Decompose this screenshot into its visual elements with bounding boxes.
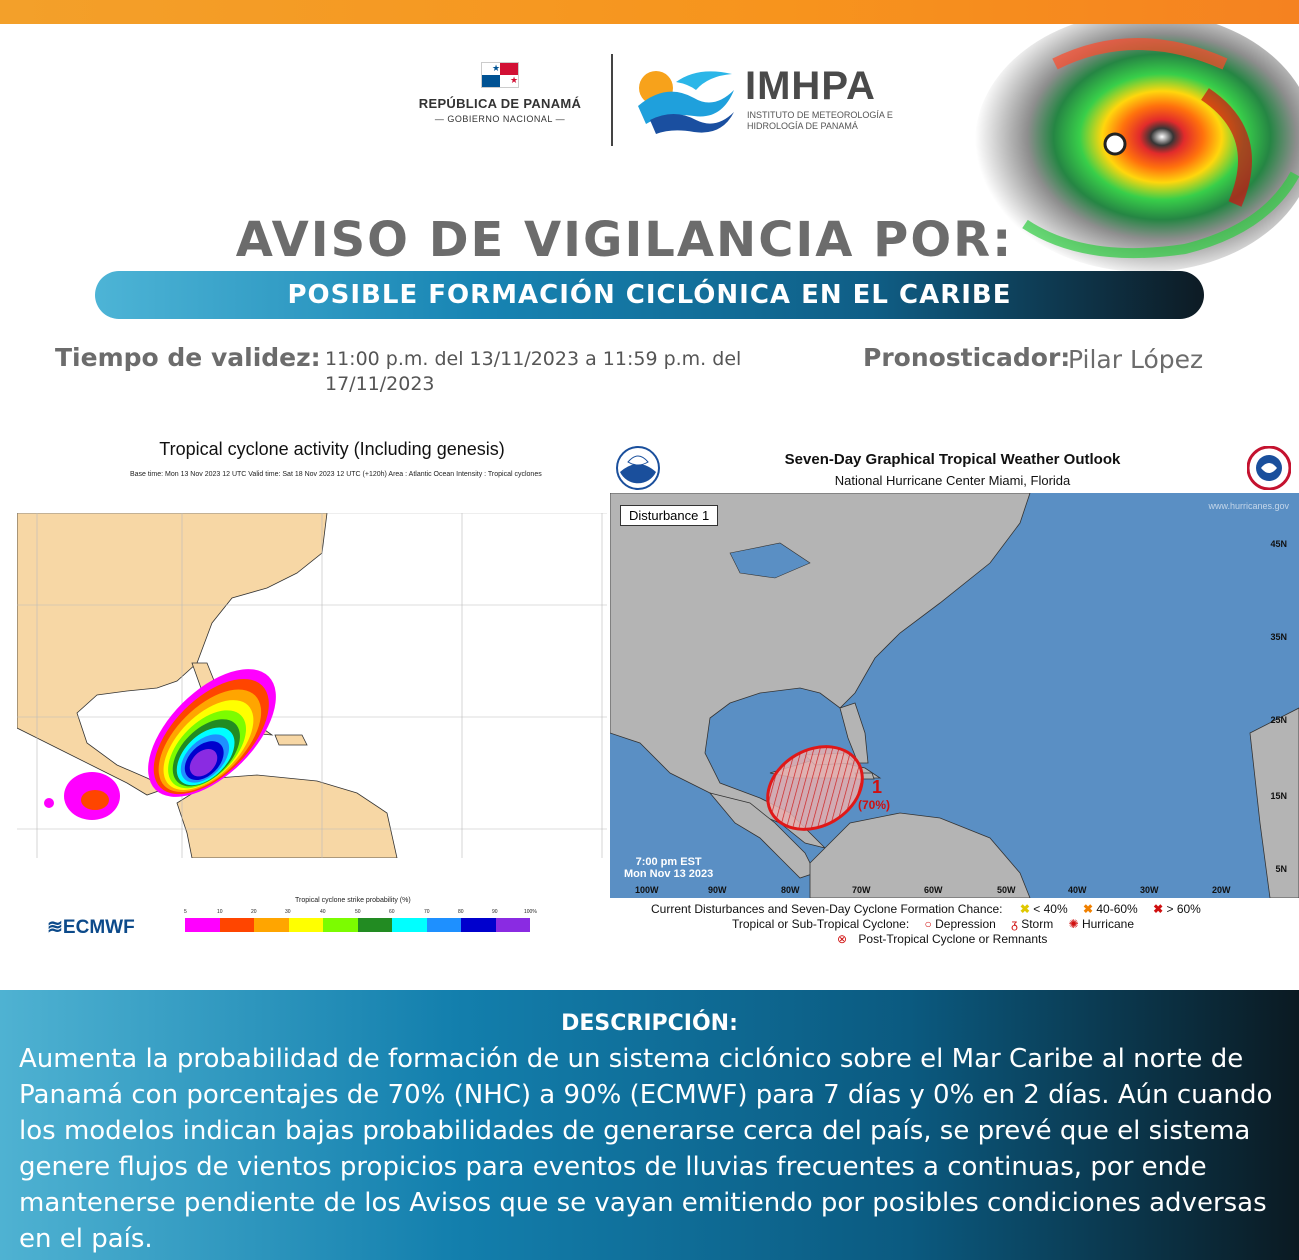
- nhc-outlook-map: [610, 493, 1299, 898]
- lon-label: 50W: [997, 885, 1016, 895]
- forecaster-label: Pronosticador:: [863, 343, 1071, 372]
- imhpa-logo-icon: [636, 62, 736, 134]
- legend-row-disturbances: [651, 902, 1201, 916]
- ecmwf-logo-icon: ≋: [47, 917, 63, 938]
- lon-label: 40W: [1068, 885, 1087, 895]
- lon-label: 60W: [924, 885, 943, 895]
- validity-label: Tiempo de validez:: [55, 343, 321, 372]
- legend-depression: Depression: [935, 917, 996, 931]
- lon-label: 80W: [781, 885, 800, 895]
- legend-disturbances-label: Current Disturbances and Seven-Day Cyclone Formation Chance:: [651, 902, 1003, 916]
- legend-row-post-tropical: [837, 932, 1047, 946]
- legend-row-cyclones: [732, 917, 1134, 931]
- lon-label: 30W: [1140, 885, 1159, 895]
- disturbance-chance: (70%): [858, 798, 891, 812]
- government-logo: [405, 62, 595, 124]
- timestamp-time: 7:00 pm EST: [635, 856, 702, 868]
- forecaster-value: Pilar López: [1068, 345, 1204, 374]
- legend-tick: 30: [285, 909, 291, 915]
- legend-tick: 80: [458, 909, 464, 915]
- legend-swatch: [358, 918, 393, 932]
- panama-flag-icon: ★ ★: [481, 62, 519, 88]
- lon-label: 20W: [1212, 885, 1231, 895]
- alert-banner: [95, 271, 1204, 319]
- legend-mid: 40-60%: [1096, 902, 1138, 916]
- legend-cyclones-label: Tropical or Sub-Tropical Cyclone:: [732, 917, 910, 931]
- ecmwf-logo-text: ECMWF: [62, 917, 135, 938]
- lat-label: 35N: [1270, 632, 1287, 642]
- government-subtitle: — GOBIERNO NACIONAL —: [434, 114, 566, 124]
- legend-low: < 40%: [1033, 902, 1068, 916]
- nhc-website: www.hurricanes.gov: [1208, 501, 1289, 511]
- ecmwf-legend-title: Tropical cyclone strike probability (%): [295, 897, 411, 904]
- ecmwf-color-legend: [185, 918, 530, 932]
- legend-tick: 90: [492, 909, 498, 915]
- legend-post-tropical: Post-Tropical Cyclone or Remnants: [858, 932, 1048, 946]
- legend-tick: 40: [320, 909, 326, 915]
- lat-label: 45N: [1270, 539, 1287, 549]
- storm-icon: ᵹ: [1011, 917, 1018, 931]
- legend-swatch: [427, 918, 462, 932]
- legend-tick: 60: [389, 909, 395, 915]
- legend-tick: 20: [251, 909, 257, 915]
- nhc-timestamp: [624, 856, 713, 880]
- legend-swatch: [496, 918, 531, 932]
- legend-swatch: [254, 918, 289, 932]
- ecmwf-map-title: Tropical cyclone activity (Including genesis): [159, 439, 505, 459]
- depression-icon: ○: [924, 917, 932, 931]
- ecmwf-logo: [47, 916, 135, 939]
- headline-text: AVISO DE VIGILANCIA POR:: [235, 212, 1014, 268]
- red-x-icon: ✖: [1153, 902, 1164, 916]
- legend-hurricane: Hurricane: [1081, 917, 1134, 931]
- legend-storm: Storm: [1021, 917, 1054, 931]
- post-tropical-icon: ⊗: [837, 932, 848, 946]
- orange-x-icon: ✖: [1082, 902, 1094, 916]
- headline: [0, 212, 1299, 268]
- lon-label: 70W: [852, 885, 871, 895]
- hurricane-icon: ✺: [1068, 917, 1079, 931]
- nhc-map-subtitle: National Hurricane Center Miami, Florida: [834, 473, 1071, 488]
- legend-swatch: [185, 918, 220, 932]
- banner-text: POSIBLE FORMACIÓN CICLÓNICA EN EL CARIBE: [287, 280, 1012, 310]
- legend-swatch: [392, 918, 427, 932]
- lon-label: 90W: [708, 885, 727, 895]
- legend-swatch: [323, 918, 358, 932]
- legend-swatch: [461, 918, 496, 932]
- lat-label: 15N: [1270, 791, 1287, 801]
- disturbance-number: 1: [872, 777, 883, 797]
- nws-logo-icon: [1247, 446, 1291, 490]
- description-body: Aumenta la probabilidad de formación de un sistema ciclónico sobre el Mar Caribe al norte de Panamá con porcentajes de 70% (NHC) a 90% (ECMWF) para 7 días y 0% en 2 días. Aún cuando los modelos indican bajas probabilidades de generarse cerca del país, se prevé que el sistema genere flujos de vientos propicios para eventos de lluvias frecuentes a continuas, por ende mantenerse pendiente de los Avisos que se vayan emitiendo por posibles condiciones adversas en el país.: [19, 1044, 1273, 1254]
- government-title: REPÚBLICA DE PANAMÁ: [418, 96, 582, 111]
- legend-tick: 50: [355, 909, 361, 915]
- yellow-x-icon: ✖: [1019, 902, 1030, 916]
- nhc-map-title: Seven-Day Graphical Tropical Weather Outlook: [784, 451, 1121, 468]
- org-subtitle: INSTITUTO DE METEOROLOGÍA E HIDROLOGÍA DE PANAMÁ: [747, 110, 893, 131]
- ecmwf-legend-ticks: [180, 909, 535, 917]
- description-title: DESCRIPCIÓN:: [561, 1011, 738, 1036]
- legend-tick: 100%: [524, 909, 537, 915]
- lat-label: 25N: [1270, 715, 1287, 725]
- lon-label: 100W: [635, 885, 659, 895]
- legend-tick: 10: [217, 909, 223, 915]
- legend-swatch: [289, 918, 324, 932]
- ecmwf-map-subtitle: Base time: Mon 13 Nov 2023 12 UTC Valid time: Sat 18 Nov 2023 12 UTC (+120h) Area : Atlantic Ocean Intensity : Tropical cyclones: [130, 471, 542, 478]
- ecmwf-probability-map: [17, 513, 607, 858]
- legend-tick: 70: [424, 909, 430, 915]
- legend-swatch: [220, 918, 255, 932]
- timestamp-date: Mon Nov 13 2023: [624, 868, 714, 880]
- legend-high: > 60%: [1166, 902, 1201, 916]
- lat-label: 5N: [1275, 864, 1287, 874]
- validity-value: 11:00 p.m. del 13/11/2023 a 11:59 p.m. del 17/11/2023: [325, 348, 742, 395]
- org-name: IMHPA: [745, 64, 876, 108]
- noaa-logo-icon: [616, 446, 660, 490]
- lon-labels: [610, 885, 1299, 897]
- disturbance-label: Disturbance 1: [620, 505, 718, 526]
- top-accent-bar: [0, 0, 1299, 24]
- header-divider: [611, 54, 613, 146]
- legend-tick: 5: [184, 909, 187, 915]
